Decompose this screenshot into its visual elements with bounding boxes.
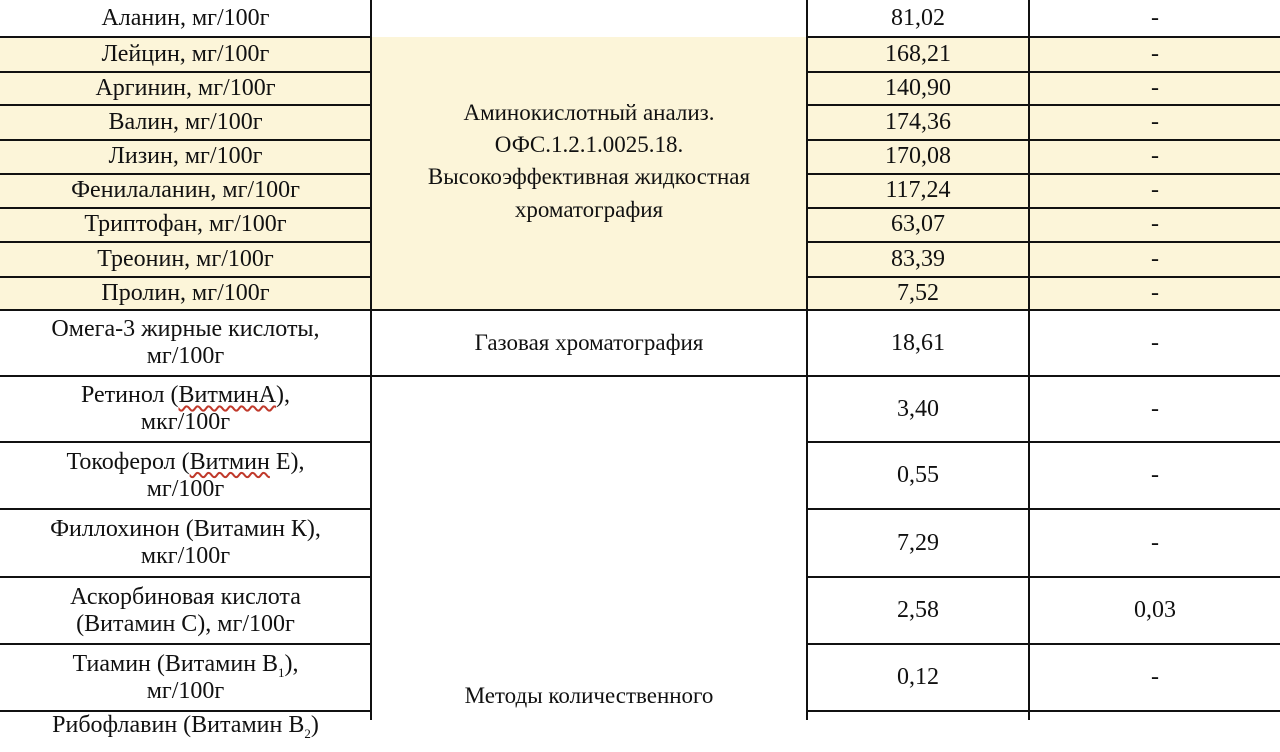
- row-value-tryptophan: 63,07: [891, 211, 945, 238]
- row-name-omega3-line1: Омега-3 жирные кислоты,: [51, 316, 320, 343]
- row-name-retinol-line1: Ретинол (ВитминА),: [80, 382, 291, 409]
- row-value-tocopherol: 0,55: [897, 462, 939, 489]
- row-name-phylloquinone-line1: Филлохинон (Витамин К),: [50, 516, 321, 543]
- row-name-retinol: [0, 377, 371, 441]
- row-name-thiamine-line1: Тиамин (Витамин $В_1$),: [72, 650, 299, 680]
- row-value-omega3: 18,61: [891, 329, 945, 356]
- row-value-proline: 7,52: [897, 280, 939, 307]
- row-limit-leucine: -: [1151, 40, 1159, 67]
- row-name-phylloquinone: [0, 510, 371, 576]
- method-amino-line3: Высокоэффективная жидкостная: [427, 164, 751, 190]
- row-name-phenylalanine: Фенилаланин, мг/100г: [71, 177, 300, 204]
- row-value-lysine: 170,08: [885, 143, 951, 170]
- row-limit-tocopherol: -: [1151, 462, 1159, 489]
- row-limit-phylloquinone: -: [1151, 529, 1159, 556]
- method-amino-line4: хроматография: [514, 196, 664, 222]
- row-value-arginine: 140,90: [885, 75, 951, 102]
- row-name-omega3-line2: мг/100г: [146, 343, 225, 369]
- row-name-thiamine: [0, 645, 371, 710]
- method-gas-chromatography: Газовая хроматография: [474, 330, 704, 356]
- row-limit-lysine: -: [1151, 143, 1159, 170]
- row-name-ascorbic-line1: Аскорбиновая кислота: [70, 583, 301, 610]
- row-limit-arginine: -: [1151, 75, 1159, 102]
- row-value-threonine: 83,39: [891, 245, 945, 272]
- method-amino-line2: ОФС.1.2.1.0025.18.: [494, 132, 684, 158]
- row-name-lysine: Лизин, мг/100г: [108, 143, 263, 170]
- row-value-thiamine: 0,12: [897, 664, 939, 691]
- method-amino-line1: Аминокислотный анализ.: [463, 100, 715, 125]
- row-limit-phenylalanine: -: [1151, 177, 1159, 204]
- row-name-tryptophan: Триптофан, мг/100г: [84, 211, 287, 238]
- row-value-phenylalanine: 117,24: [885, 177, 951, 204]
- row-value-phylloquinone: 7,29: [897, 529, 939, 556]
- row-name-riboflavin: [0, 712, 371, 752]
- row-limit-ascorbic: 0,03: [1134, 597, 1176, 624]
- row-name-thiamine-line2: мг/100г: [146, 677, 225, 704]
- row-value-alanine: 81,02: [891, 5, 945, 32]
- row-value-ascorbic: 2,58: [897, 597, 939, 624]
- row-limit-retinol: -: [1151, 395, 1159, 422]
- row-name-threonine: Треонин, мг/100г: [97, 245, 274, 272]
- row-value-leucine: 168,21: [885, 40, 951, 67]
- row-limit-omega3: -: [1151, 329, 1159, 356]
- row-name-ascorbic: [0, 578, 371, 643]
- row-limit-valine: -: [1151, 108, 1159, 135]
- grid-hline-v5r: [806, 710, 1280, 712]
- row-limit-proline: -: [1151, 280, 1159, 307]
- row-name-tocopherol: [0, 443, 371, 508]
- row-name-omega3: [0, 311, 371, 375]
- row-name-proline: Пролин, мг/100г: [101, 280, 270, 307]
- method-amino-acid: [372, 37, 806, 310]
- row-name-arginine: Аргинин, мг/100г: [95, 75, 276, 102]
- row-name-phylloquinone-line2: мкг/100г: [140, 543, 231, 569]
- row-value-retinol: 3,40: [897, 395, 939, 422]
- row-value-valine: 174,36: [885, 108, 951, 135]
- row-name-retinol-line2: мкг/100г: [140, 409, 231, 435]
- row-name-valine: Валин, мг/100г: [108, 108, 263, 135]
- row-name-riboflavin-line1: Рибофлавин (Витамин $В_2$): [52, 712, 319, 741]
- row-name-ascorbic-line2: (Витамин С), мг/100г: [76, 610, 295, 637]
- method-quantitative: Методы количественного: [464, 683, 714, 709]
- row-limit-tryptophan: -: [1151, 211, 1159, 238]
- row-limit-threonine: -: [1151, 245, 1159, 272]
- row-name-leucine: Лейцин, мг/100г: [101, 40, 270, 67]
- row-limit-thiamine: -: [1151, 664, 1159, 691]
- row-name-tocopherol-line2: мг/100г: [146, 475, 225, 502]
- row-name-tocopherol-line1: Токоферол (Витмин Е),: [66, 448, 305, 475]
- row-limit-alanine: -: [1151, 5, 1159, 32]
- row-name-alanine: Аланин, мг/100г: [101, 5, 270, 32]
